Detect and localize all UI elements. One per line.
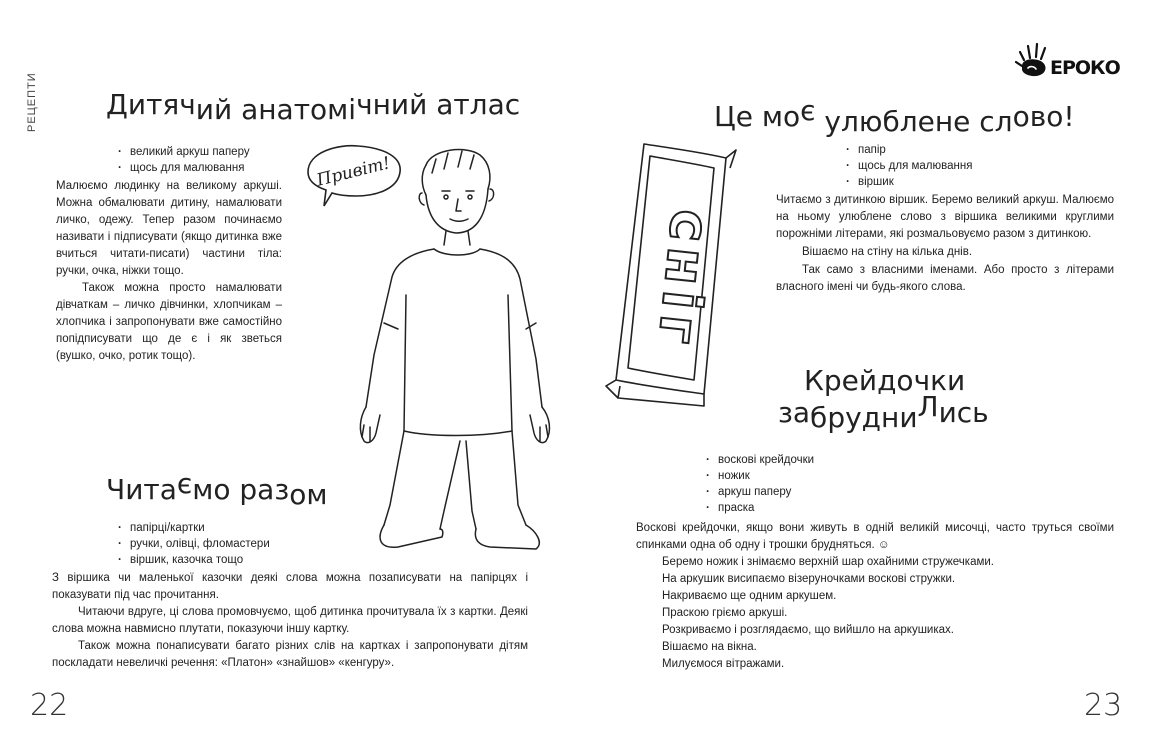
crayons-steps — [662, 554, 1112, 673]
reading-title-part: є — [176, 467, 193, 500]
list-item: · щось для малювання — [846, 158, 1046, 174]
crayons-step: Праскою гріємо аркуші. — [662, 607, 788, 619]
crayons-title-part: Л — [917, 390, 939, 423]
reading-title-part: ом — [289, 478, 328, 511]
list-item: · ножик — [706, 468, 926, 484]
atlas-paragraph-1: Малюємо людинку на великому аркуші. Можна обмалювати дитину, намалювати личко, одежу. Тепер разом починаємо називати і підписувати (якщо дитинка вже вчиться читати-писати) частини тіла: ручки, очка, ніжки тощо. — [56, 180, 282, 277]
list-item: · віршик, казочка тощо — [118, 552, 378, 568]
list-item: · ручки, олівці, фломастери — [118, 536, 378, 552]
hand-logo-icon — [1012, 40, 1052, 80]
list-item: · воскові крейдочки — [706, 452, 926, 468]
crayons-step: Беремо ножик і знімаємо верхній шар охайними стружечками. — [662, 556, 994, 568]
list-item: · папірці/картки — [118, 520, 378, 536]
list-item: · папір — [846, 142, 1046, 158]
word-paragraph-2: Вішаємо на стіну на кілька днів. — [802, 246, 973, 258]
section-side-label — [26, 62, 44, 132]
reading-paragraph-2: Читаючи вдруге, ці слова промовчуємо, щоб дитинка прочитувала їх з картки. Деякі слова можна навмисно плутати, показуючи іншу картку. — [52, 606, 528, 635]
list-item: · праска — [706, 500, 926, 516]
atlas-materials-list — [118, 144, 318, 176]
crayons-title-part: ись — [938, 396, 989, 429]
atlas-title-part: чний атлас — [356, 88, 521, 121]
crayons-title-part: брудни — [810, 401, 918, 434]
word-paragraph-3: Так само з власними іменами. Або просто з літерами власного імені чи будь-якого слова. — [776, 264, 1114, 293]
word-materials-list — [846, 142, 1046, 190]
atlas-paragraph-2: Також можна просто намалювати дівчаткам – личко дівчинки, хлопчикам – хлопчика і запропонувати вже самостійно попідписувати що де є і як зветься (вушко, очко, ротик тощо). — [56, 282, 282, 362]
word-title — [714, 94, 1075, 138]
word-title-part: Це мо — [714, 100, 801, 133]
crayons-step: На аркушик висипаємо візеруночками воскові стружки. — [662, 573, 956, 585]
crayons-title-line-1: Крейдочки — [804, 364, 966, 397]
crayons-step: Милуємося вітражами. — [662, 658, 785, 670]
page-number-right: 23 — [1084, 688, 1123, 723]
poster-word: сніг — [645, 206, 723, 353]
atlas-title-part: омі — [310, 93, 357, 126]
crayons-title-line-2 — [778, 390, 989, 434]
list-item: · віршик — [846, 174, 1046, 190]
crayons-title-part: за — [778, 396, 811, 429]
crayons-step: Вішаємо на вікна. — [662, 641, 757, 653]
reading-paragraph-1: З віршика чи маленької казочки деякі слова можна позаписувати на папірцях і показувати під час прочитання. — [52, 572, 528, 601]
list-item: · щось для малювання — [118, 160, 318, 176]
section-side-label-text: РЕЦЕПТИ — [26, 72, 38, 132]
atlas-title-part: Дитяч — [106, 88, 196, 121]
reading-title — [106, 467, 328, 511]
boy-drawing — [340, 145, 560, 565]
crayons-paragraph-1: Воскові крейдочки, якщо вони живуть в одній великій мисочці, часто труться своїми спинками одна об одну і трошки брудняться. ☺ — [636, 522, 1114, 551]
reading-title-part: Чита — [106, 473, 177, 506]
reading-materials-list — [118, 520, 378, 568]
atlas-title — [106, 88, 521, 126]
reading-paragraph-3: Також можна понаписувати багато різних слів на картках і запропонувати дітям поскладати невеличкі речення: «Платон» «знайшов» «кенгуру». — [52, 640, 528, 669]
reading-title-part: мо раз — [192, 473, 290, 506]
crayons-materials-list — [706, 452, 926, 516]
logo-text: ЕРОКО — [1050, 57, 1120, 79]
word-paragraph-1: Читаємо з дитинкою віршик. Беремо великий аркуш. Малюємо на ньому улюблене слово з віршика великими круглими порожніми літерами, які розмальовуємо разом з дитинкою. — [776, 194, 1114, 240]
page-number-left: 22 — [30, 688, 69, 723]
list-item: · аркуш паперу — [706, 484, 926, 500]
word-title-part: ово! — [1012, 100, 1075, 133]
word-title-part: є — [800, 94, 825, 127]
speech-bubble-text: Привіт! — [314, 153, 393, 191]
crayons-step: Розкриваємо і розглядаємо, що вийшло на аркушиках. — [662, 624, 954, 636]
list-item: · великий аркуш паперу — [118, 144, 318, 160]
atlas-title-part: ий анат — [195, 93, 311, 126]
crayons-step: Накриваємо ще одним аркушем. — [662, 590, 837, 602]
word-title-part: улюблене сл — [824, 105, 1013, 138]
